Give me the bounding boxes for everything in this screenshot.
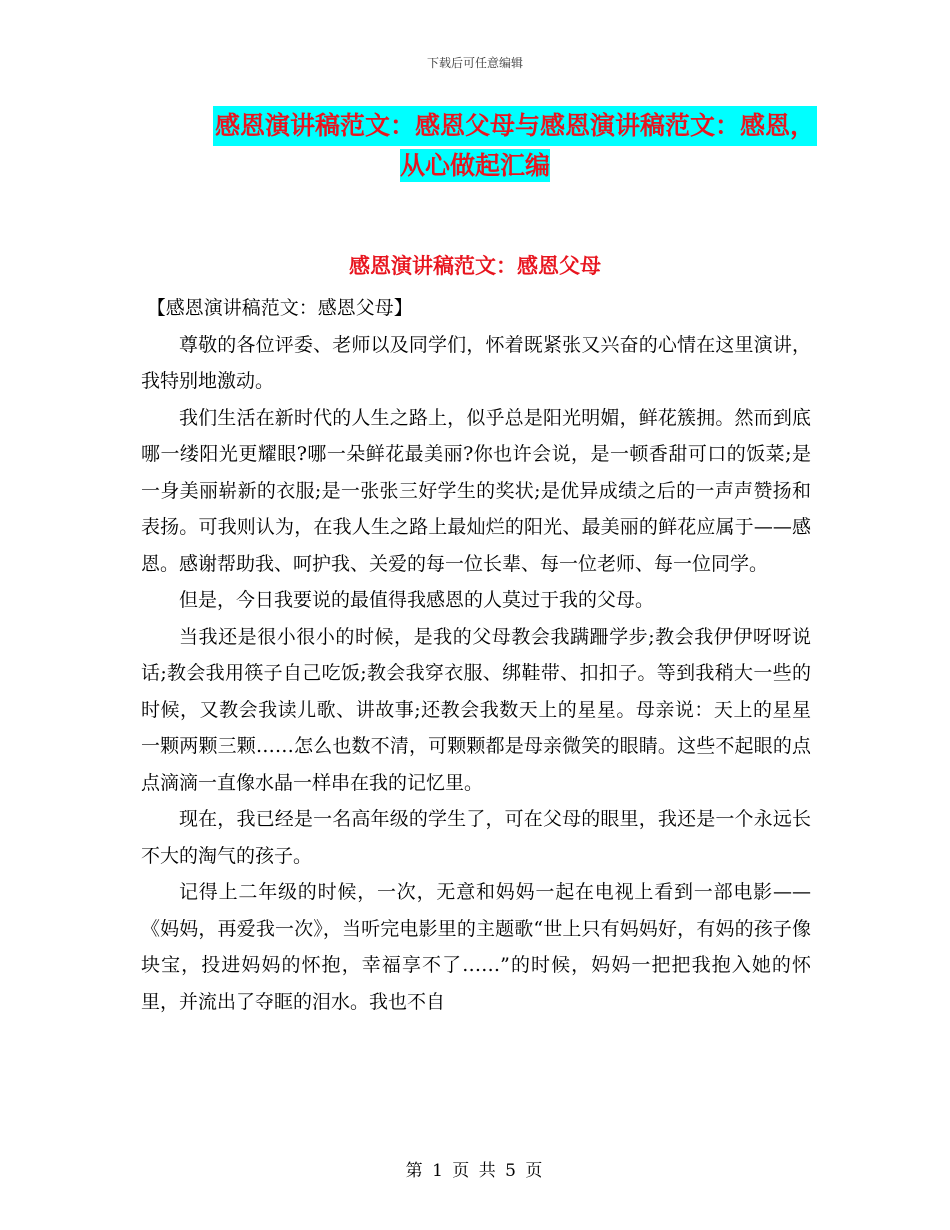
paragraph: 但是，今日我要说的最值得我感恩的人莫过于我的父母。: [179, 589, 655, 611]
paragraph: 记得上二年级的时候，一次，无意和妈妈一起在电视上看到一部电影——《妈妈，再爱我一次》，当听完电影里的主题歌“世上只有妈妈好，有妈的孩子像块宝，投进妈妈的怀抱，幸福享不了……”的时候，妈妈一把把我抱入她的怀里，并流出了夺眶的泪水。我也不自: [141, 881, 811, 1013]
document-title: [0, 106, 950, 186]
paragraph: 现在，我已经是一名高年级的学生了，可在父母的眼里，我还是一个永远长不大的淘气的孩子。: [141, 808, 811, 867]
title-line-2: [0, 146, 950, 186]
title-line-2-text: 从心做起汇编: [399, 151, 550, 180]
title-line-1-text: 感恩演讲稿范文：感恩父母与感恩演讲稿范文：感恩，: [213, 106, 817, 146]
paragraph: 【感恩演讲稿范文：感恩父母】: [146, 297, 413, 319]
document-body: [141, 290, 811, 1020]
paragraph: 当我还是很小很小的时候，是我的父母教会我蹒跚学步;教会我伊伊呀呀说话;教会我用筷子自己吃饭;教会我穿衣服、绑鞋带、扣扣子。等到我稍大一些的时候，又教会我读儿歌、讲故事;还教会我数天上的星星。母亲说：天上的星星一颗两颗三颗……怎么也数不清，可颗颗都是母亲微笑的眼睛。这些不起眼的点点滴滴一直像水晶一样串在我的记忆里。: [141, 625, 811, 794]
section-heading: 感恩演讲稿范文：感恩父母: [349, 254, 601, 278]
title-line-1: [80, 106, 950, 146]
header-note: 下载后可任意编辑: [426, 56, 523, 70]
paragraph: 我们生活在新时代的人生之路上，似乎总是阳光明媚，鲜花簇拥。然而到底哪一缕阳光更耀眼?哪一朵鲜花最美丽?你也许会说，是一顿香甜可口的饭菜;是一身美丽崭新的衣服;是一张张三好学生的奖状;是优异成绩之后的一声声赞扬和表扬。可我则认为，在我人生之路上最灿烂的阳光、最美丽的鲜花应属于——感恩。感谢帮助我、呵护我、关爱的每一位长辈、每一位老师、每一位同学。: [141, 406, 811, 575]
page-footer: 第 1 页 共 5 页: [405, 1161, 545, 1181]
paragraph: 尊敬的各位评委、老师以及同学们，怀着既紧张又兴奋的心情在这里演讲，我特别地激动。: [141, 333, 811, 392]
